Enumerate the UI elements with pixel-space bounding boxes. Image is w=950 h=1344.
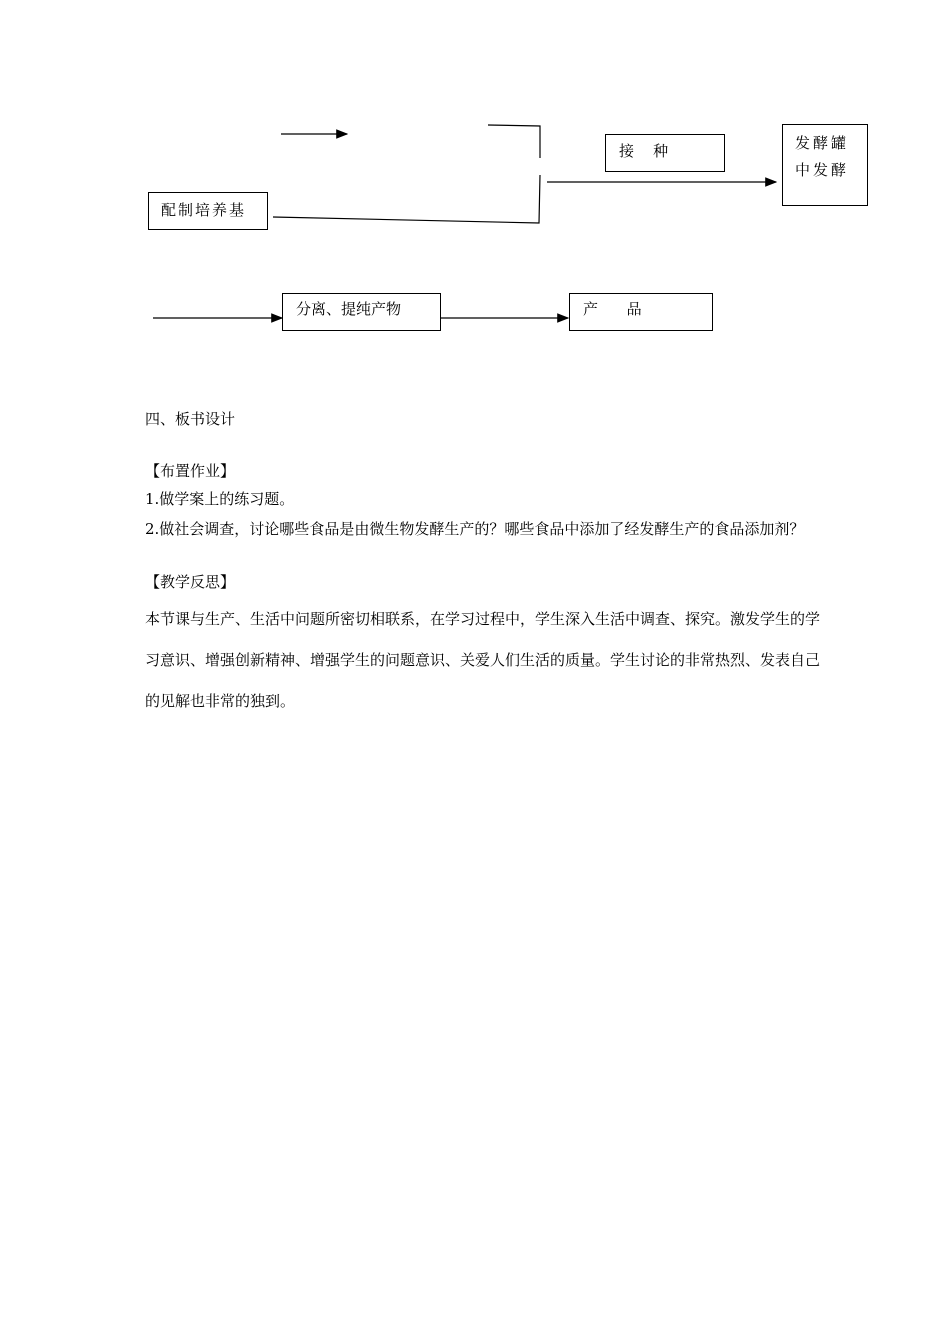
reflection-body: 本节课与生产、生活中问题所密切相联系，在学习过程中，学生深入生活中调查、探究。激发学生的学习意识、增强创新精神、增强学生的问题意识、关爱人们生活的质量。学生讨论的非常热烈、发表自己的见解也非常的独到。 — [145, 610, 821, 710]
box-prepare-medium-label: 配制培养基 — [161, 201, 247, 219]
bracket-top — [488, 125, 540, 158]
bracket-bottom — [273, 175, 540, 223]
assignment-title: 【布置作业】 — [145, 462, 236, 480]
box-separate-purify — [282, 293, 441, 331]
box-inoculate — [605, 134, 725, 172]
section-heading: 四、板书设计 — [145, 410, 236, 428]
box-product-label: 产 品 — [583, 300, 642, 318]
box-fermenter-label: 发酵罐中发酵 — [795, 134, 850, 179]
box-separate-purify-label: 分离、提纯产物 — [296, 300, 402, 318]
box-fermenter — [782, 124, 868, 206]
box-inoculate-label: 接 种 — [619, 142, 669, 160]
assignment-item-1: 1.做学案上的练习题。 — [145, 490, 295, 508]
box-prepare-medium — [148, 192, 268, 230]
assignment-item-2: 2.做社会调查，讨论哪些食品是由微生物发酵生产的？哪些食品中添加了经发酵生产的食品添加剂？ — [145, 520, 805, 538]
box-product — [569, 293, 713, 331]
fermentation-flowchart — [0, 0, 950, 360]
reflection-title: 【教学反思】 — [145, 573, 236, 591]
